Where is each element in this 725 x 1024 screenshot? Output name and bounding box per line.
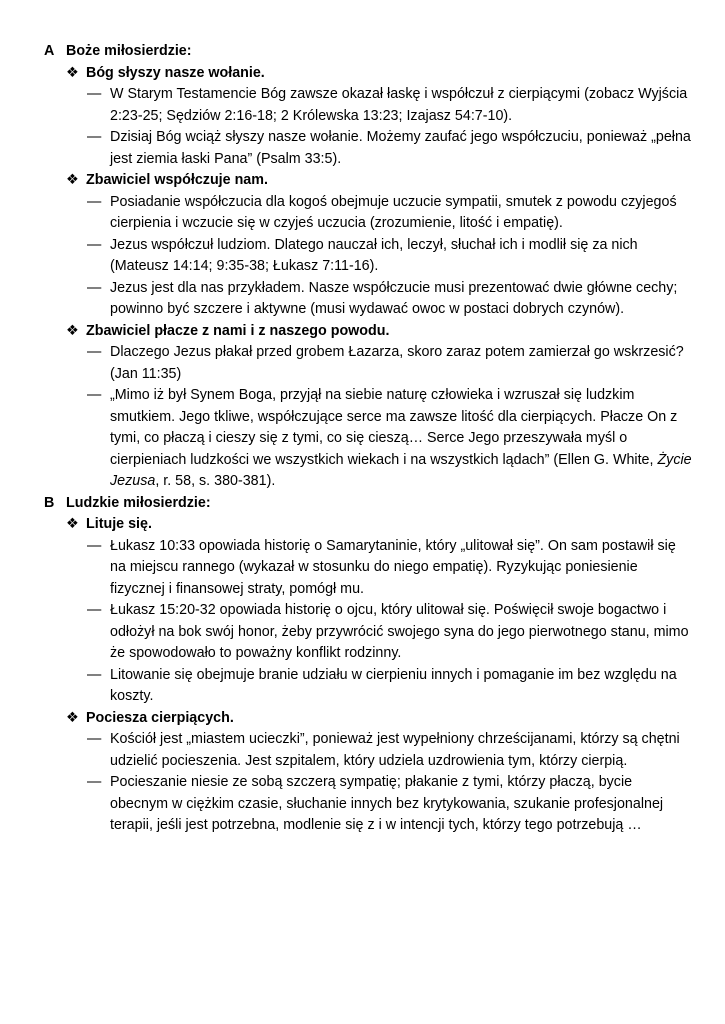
diamond-bullet-icon: ❖ [66,709,79,726]
item-text: Dlaczego Jezus płakał przed grobem Łazarza, skoro zaraz potem zamierzał go wskrzesić? (Jan 11:35) [110,344,684,382]
item-text: Pocieszanie niesie ze sobą szczerą sympatię; płakanie z tymi, którzy płaczą, bycie obecnym w ciężkim czasie, słuchanie innych bez krytykowania, szukanie profesjonalnej terapii, jeśli jest potrzebna, modlenie się z i w intencji tych, którzy tego potrzebują … [110,774,664,833]
diamond-bullet-icon: ❖ [66,172,79,188]
section-letter: A [44,43,55,59]
item-text: Jezus jest dla nas przykładem. Nasze współczucie musi prezentować dwie główne cechy; powinno być szczere i aktywne (musi wydawać owoc w postaci dobrych czynów). [110,279,678,317]
bullet-heading [66,321,694,343]
item-text: Litowanie się obejmuje branie udziału w cierpieniu innych i pomaganie im bez względu na koszty. [110,666,677,704]
dash-icon: — [87,666,102,683]
dash-icon: — [87,344,102,360]
dash-icon: — [87,387,102,403]
bullet-heading [66,170,694,192]
list-item [87,278,694,321]
bullet-title: Zbawiciel płacze z nami i z naszego powodu. [86,322,390,339]
dash-icon: — [87,279,102,296]
item-text: Kościół jest „miastem ucieczki”, ponieważ jest wypełniony chrześcijanami, którzy są chętni udzielić pocieszenia. Jest szpitalem, który udziela uzdrowienia tym, którzy cierpią. [110,731,680,769]
bullet-title: Bóg słyszy nasze wołanie. [86,64,265,81]
dash-icon: — [87,193,102,210]
item-text: W Starym Testamencie Bóg zawsze okazał łaskę i współczuł z cierpiącymi (zobacz Wyjścia 2:23-25; Sędziów 2:16-18; 2 Królewska 13:23; Izajasz 54:7-10). [110,86,688,124]
list-item [87,772,694,837]
bullet-heading [66,63,694,85]
list-item [87,127,694,170]
list-item [87,235,694,278]
list-item [87,600,694,665]
item-text: Jezus współczuł ludziom. Dlatego nauczał ich, leczył, słuchał ich i modlił się za nich (Mateusz 14:14; 9:35-38; Łukasz 7:11-16). [110,236,638,274]
dash-icon: — [87,236,102,253]
dash-icon: — [87,129,102,145]
list-item [87,84,694,127]
bullet-title: Zbawiciel współczuje nam. [86,172,268,188]
bullet-title: Pociesza cierpiących. [86,709,234,726]
diamond-bullet-icon: ❖ [66,516,79,532]
diamond-bullet-icon: ❖ [66,64,79,81]
section-a-heading [44,41,694,63]
citation-text: , r. 58, s. 380-381). [155,473,276,489]
diamond-bullet-icon: ❖ [66,322,79,339]
dash-icon: — [87,86,102,102]
list-item [87,385,694,493]
list-item [87,536,694,601]
item-text: Posiadanie współczucia dla kogoś obejmuje uczucie sympatii, smutek z powodu czyjegoś cierpienia i wczucie się w czyjeś uczucia (zrozumienie, litość i empatię). [110,193,677,231]
list-item [87,665,694,708]
list-item [87,192,694,235]
bullet-heading [66,708,694,730]
dash-icon: — [87,537,102,554]
item-text: Łukasz 10:33 opowiada historię o Samarytaninie, który „ulitował się”. On sam postawił się na miejscu rannego (wykazał w stosunku do niego empatię). Ryzykując poniesienie fizycznej i finansowej straty, pomógł mu. [110,537,676,597]
section-b-heading [44,493,694,515]
item-text: Łukasz 15:20-32 opowiada historię o ojcu, który ulitował się. Poświęcił swoje bogactwo i odłożył na bok swój honor, żeby przywrócić swojego syna do jego pierwotnego stanu, mimo że spowodowało to poważny konflikt rodzinny. [110,602,689,661]
bullet-title: Lituje się. [86,516,152,532]
book-title: Życie Jezusa [110,451,692,489]
dash-icon: — [87,602,102,618]
section-title: Boże miłosierdzie: [66,43,192,59]
dash-icon: — [87,774,102,790]
section-letter: B [44,494,55,511]
item-text: Dzisiaj Bóg wciąż słyszy nasze wołanie. Możemy zaufać jego współczuciu, ponieważ „pełna jest ziemia łaski Pana” (Psalm 33:5). [110,129,691,167]
document-page [44,41,694,837]
quote-text: „Mimo iż był Synem Boga, przyjął na siebie naturę człowieka i wzruszał się ludzkim smutkiem. Jego tkliwe, współczujące serce ma zawsze litość dla cierpiących. Płacze On z tymi, co płaczą i cieszy się z tymi, co się cieszą… Serce Jego przeszywała myśl o cierpieniach ludzkości we wszystkich wiekach i na wszystkich lądach” (Ellen G. White, [110,387,678,468]
item-text [110,385,694,493]
dash-icon: — [87,731,102,747]
list-item [87,342,694,385]
list-item [87,729,694,772]
bullet-heading [66,514,694,536]
section-title: Ludzkie miłosierdzie: [66,494,211,511]
